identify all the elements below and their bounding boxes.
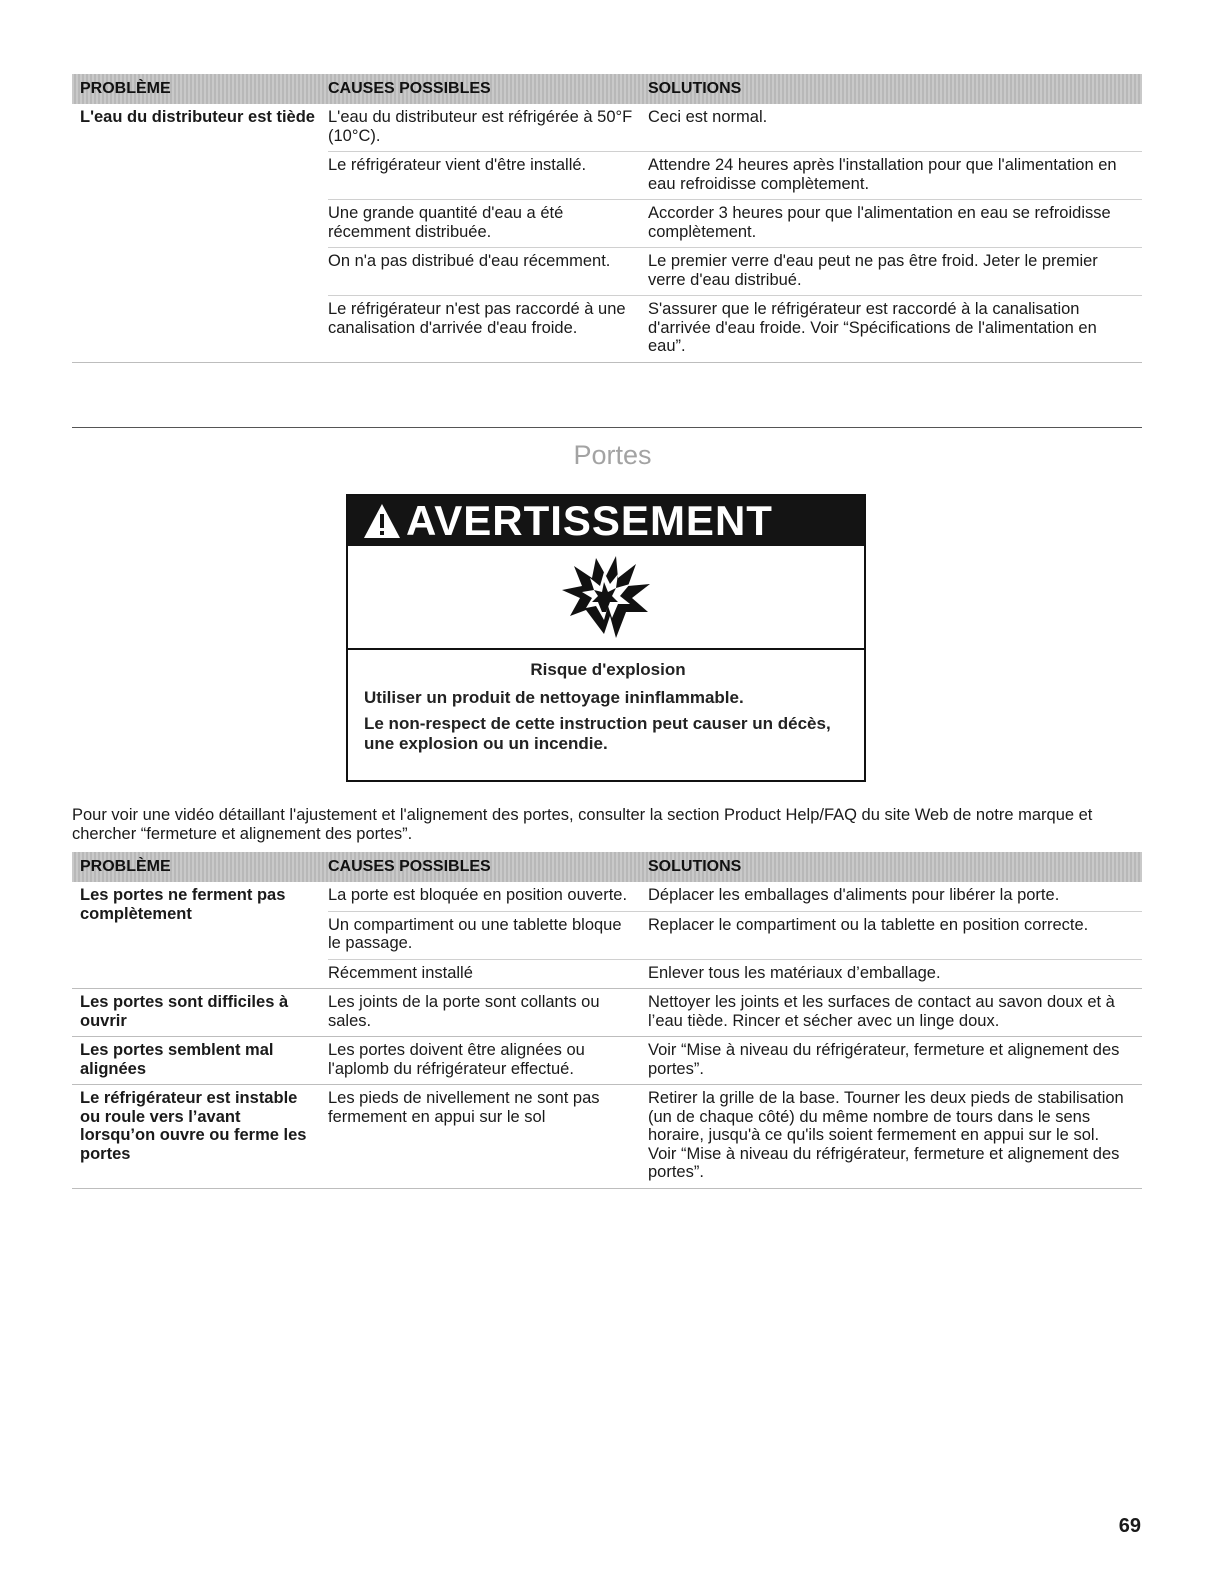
problem-group [72, 1085, 1142, 1189]
solution-cell: Voir “Mise à niveau du réfrigérateur, fermeture et alignement des portes”. [648, 1041, 1120, 1078]
cause-cell: L'eau du distributeur est réfrigérée à 50°F (10°C). [328, 108, 633, 145]
cause-cell: Un compartiment ou une tablette bloque le passage. [328, 915, 622, 952]
table-header [72, 852, 1142, 882]
cause-cell: Le réfrigérateur n'est pas raccordé à une canalisation d'arrivée d'eau froide. [328, 300, 626, 337]
table-body [72, 882, 1142, 1189]
intro-paragraph: Pour voir une vidéo détaillant l'ajustement et l'alignement des portes, consulter la section Product Help/FAQ du site Web de notre marque et chercher “fermeture et alignement des portes”. [72, 806, 1093, 843]
page-number: 69 [1118, 1515, 1141, 1537]
table-body [72, 104, 1142, 363]
cause-solution-rows [328, 882, 1142, 988]
solution-cell: Accorder 3 heures pour que l'alimentation en eau se refroidisse complètement. [648, 204, 1111, 241]
header-causes: CAUSES POSSIBLES [328, 858, 491, 875]
explosion-icon [556, 554, 656, 640]
warning-triangle-icon [362, 502, 402, 540]
solution-cell: S'assurer que le réfrigérateur est raccordé à la canalisation d'arrivée d'eau froide. Voir “Spécifications de l'alimentation en eau”. [648, 300, 1097, 355]
cause-cell: La porte est bloquée en position ouverte. [328, 886, 628, 904]
solution-cell: Ceci est normal. [648, 108, 768, 126]
problem-cell: Le réfrigérateur est instable ou roule vers l’avant lorsqu’on ouvre ou ferme les portes [80, 1089, 307, 1163]
warning-pictogram [348, 546, 864, 650]
table-row [328, 882, 1142, 912]
header-problem: PROBLÈME [80, 858, 171, 875]
problem-cell: Les portes sont difficiles à ouvrir [80, 993, 289, 1030]
warning-risk: Risque d'explosion [530, 660, 686, 679]
solution-cell: Replacer le compartiment ou la tablette en position correcte. [648, 915, 1089, 934]
cause-solution-rows [328, 1037, 1142, 1084]
table-row [328, 248, 1142, 296]
problem-cell: Les portes semblent mal alignées [80, 1041, 274, 1078]
table-row [328, 104, 1142, 152]
troubleshooting-table-water [72, 74, 1142, 363]
cause-cell: Une grande quantité d'eau a été récemment distribuée. [328, 204, 564, 241]
cause-cell: Les portes doivent être alignées ou l'aplomb du réfrigérateur effectué. [328, 1041, 585, 1078]
solution-cell: Déplacer les emballages d'aliments pour libérer la porte. [648, 886, 1060, 904]
cause-cell: Les joints de la porte sont collants ou sales. [328, 993, 600, 1030]
cause-solution-rows [328, 1085, 1142, 1188]
problem-group [72, 882, 1142, 989]
cause-cell: Les pieds de nivellement ne sont pas fermement en appui sur le sol [328, 1089, 600, 1126]
cause-solution-rows [328, 104, 1142, 362]
cause-cell: On n'a pas distribué d'eau récemment. [328, 252, 611, 270]
header-solutions: SOLUTIONS [648, 80, 742, 97]
table-row [328, 912, 1142, 960]
solution-cell: Retirer la grille de la base. Tourner les deux pieds de stabilisation (un de chaque côté) du même nombre de tours dans le sens horaire, jusqu'à ce qu'ils soient fermement en appui sur le sol. Voir “Mise à niveau du réfrigérateur, fermeture et alignement des portes”. [648, 1089, 1124, 1181]
solution-cell: Enlever tous les matériaux d’emballage. [648, 963, 941, 982]
troubleshooting-table-doors [72, 852, 1142, 1189]
cause-solution-rows [328, 989, 1142, 1036]
warning-line-1: Utiliser un produit de nettoyage ininflammable. [364, 688, 744, 707]
problem-group [72, 104, 1142, 363]
solution-cell: Attendre 24 heures après l'installation pour que l'alimentation en eau refroidisse complètement. [648, 156, 1117, 193]
header-causes: CAUSES POSSIBLES [328, 80, 491, 97]
header-problem: PROBLÈME [80, 80, 171, 97]
warning-box [346, 494, 866, 782]
table-row [328, 296, 1142, 362]
table-row [328, 1085, 1142, 1188]
section-divider [72, 427, 1142, 428]
table-header [72, 74, 1142, 104]
table-row [328, 960, 1142, 989]
cause-cell: Le réfrigérateur vient d'être installé. [328, 156, 587, 174]
problem-group [72, 1037, 1142, 1085]
warning-line-2: Le non-respect de cette instruction peut causer un décès, une explosion ou un incendie. [364, 714, 831, 753]
warning-text [348, 650, 864, 754]
header-solutions: SOLUTIONS [648, 858, 742, 875]
warning-heading: AVERTISSEMENT [406, 497, 773, 544]
table-row [328, 1037, 1142, 1084]
table-row [328, 200, 1142, 248]
cause-cell: Récemment installé [328, 963, 473, 982]
table-row [328, 989, 1142, 1036]
table-row [328, 152, 1142, 200]
solution-cell: Nettoyer les joints et les surfaces de contact au savon doux et à l’eau tiède. Rincer et sécher avec un linge doux. [648, 993, 1115, 1030]
solution-cell: Le premier verre d'eau peut ne pas être froid. Jeter le premier verre d'eau distribué. [648, 252, 1098, 289]
problem-cell: L'eau du distributeur est tiède [80, 108, 315, 126]
problem-cell: Les portes ne ferment pas complètement [80, 886, 286, 923]
problem-group [72, 989, 1142, 1037]
warning-header [348, 496, 864, 546]
section-title: Portes [573, 440, 652, 470]
